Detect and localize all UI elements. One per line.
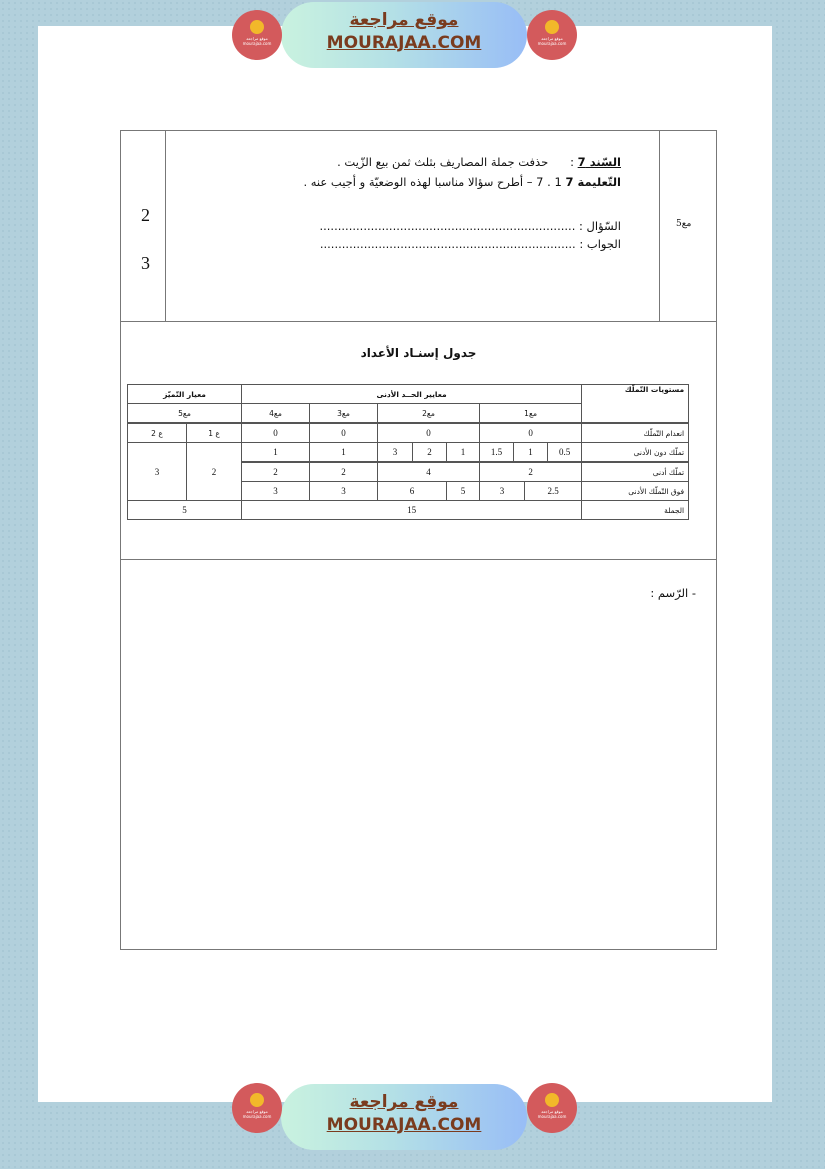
excellence-sub-2: ع 2: [128, 423, 187, 443]
answer-dots: ......................................................................: [319, 219, 576, 233]
header-min-criteria: معايير الحــد الأدنى: [242, 385, 582, 404]
badge-text-en: mourajaa.com: [537, 1114, 567, 1119]
logo-badge-left-top: [232, 10, 282, 60]
cell: 2: [187, 443, 242, 501]
support-text: حذفت جملة المصاريف بثلث ثمن بيع الزّيت .: [337, 155, 549, 169]
table-row: [128, 443, 689, 463]
badge-text-ar: موقع مراجعة: [246, 36, 268, 41]
cell: 0: [378, 423, 480, 443]
cell: 0: [480, 423, 582, 443]
row-label: تملّك دون الأدنى: [582, 443, 689, 463]
badge-text-ar: موقع مراجعة: [541, 36, 563, 41]
instruction-label: التّعليمة 7: [565, 175, 621, 189]
cell: 4: [378, 462, 480, 482]
logo-badge-left-bottom: [232, 1083, 282, 1133]
row-label: تملّك أدنى: [582, 462, 689, 482]
cell: 1.5: [480, 443, 514, 463]
drawing-section: [121, 560, 716, 949]
cell: 3: [128, 443, 187, 501]
cell: 5: [447, 482, 480, 501]
grade-value: 2: [141, 205, 150, 225]
cell: 3: [480, 482, 525, 501]
book-icon: [545, 1093, 559, 1107]
cell: 2: [242, 462, 310, 482]
criterion-1: مع1: [480, 404, 582, 424]
badge-text-en: mourajaa.com: [537, 41, 567, 46]
cell: 0: [310, 423, 378, 443]
cell: 2: [413, 443, 447, 463]
exercise-section: [121, 131, 716, 322]
cell: 2: [310, 462, 378, 482]
banner-arabic-text: موقع مراجعة: [349, 10, 459, 30]
criteria-column: [659, 131, 716, 321]
table-total-row: [128, 501, 689, 520]
site-banner-bottom[interactable]: [281, 1084, 527, 1150]
cell: 2: [480, 462, 582, 482]
book-icon: [250, 20, 264, 34]
total-excellence: 5: [128, 501, 242, 520]
answer-label: الجواب :: [579, 237, 621, 251]
grading-table: [127, 384, 689, 520]
grading-table-title: جدول إسنـاد الأعداد: [360, 346, 477, 360]
grades-column: [121, 131, 166, 321]
grade-value: 3: [141, 253, 150, 273]
row-label: فوق التّملّك الأدنى: [582, 482, 689, 501]
cell: 3: [242, 482, 310, 501]
badge-text-en: mourajaa.com: [242, 1114, 272, 1119]
table-header-row: [128, 385, 689, 404]
support-label: السّند 7: [577, 155, 621, 169]
question-label: السّؤال :: [579, 219, 621, 233]
criterion-2: مع2: [378, 404, 480, 424]
scanned-exam-sheet: [120, 130, 717, 950]
total-min: 15: [242, 501, 582, 520]
criterion-5: مع5: [128, 404, 242, 424]
table-row: [128, 423, 689, 443]
book-icon: [250, 1093, 264, 1107]
header-levels: مستويات التّملّك: [582, 385, 689, 424]
instruction-text: 1 . 7 – أطرح سؤالا مناسبا لهذه الوضعيّة و أجيب عنه .: [303, 175, 562, 189]
support-line: السّند 7 : حذفت جملة المصاريف بثلث ثمن بيع الزّيت .: [337, 155, 621, 169]
cell: 1: [310, 443, 378, 463]
logo-badge-right-top: [527, 10, 577, 60]
drawing-label: - الرّسم :: [650, 586, 696, 600]
cell: 1: [514, 443, 548, 463]
logo-badge-right-bottom: [527, 1083, 577, 1133]
cell: 0.5: [548, 443, 582, 463]
criterion-3: مع3: [310, 404, 378, 424]
answer-dots: ......................................................................: [319, 237, 576, 251]
banner-latin-text: MOURAJAA.COM: [326, 33, 482, 53]
question-line: [319, 219, 621, 233]
criterion-4: مع4: [242, 404, 310, 424]
banner-arabic-text: موقع مراجعة: [349, 1092, 459, 1112]
cell: 2.5: [525, 482, 582, 501]
answer-line: [320, 237, 621, 251]
row-label: انعدام التّملّك: [582, 423, 689, 443]
banner-latin-text: MOURAJAA.COM: [326, 1115, 482, 1135]
cell: 1: [447, 443, 480, 463]
cell: 6: [378, 482, 447, 501]
badge-text-ar: موقع مراجعة: [541, 1109, 563, 1114]
criterion-label: مع5: [676, 219, 692, 229]
badge-text-en: mourajaa.com: [242, 41, 272, 46]
row-label: الجملة: [582, 501, 689, 520]
cell: 1: [242, 443, 310, 463]
site-banner-top[interactable]: [281, 2, 527, 68]
grading-section: [121, 322, 716, 560]
badge-text-ar: موقع مراجعة: [246, 1109, 268, 1114]
instruction-line: [303, 175, 621, 189]
excellence-sub-1: ع 1: [187, 423, 242, 443]
cell: 0: [242, 423, 310, 443]
cell: 3: [378, 443, 413, 463]
header-excellence: معيار التّميّز: [128, 385, 242, 404]
book-icon: [545, 20, 559, 34]
cell: 3: [310, 482, 378, 501]
